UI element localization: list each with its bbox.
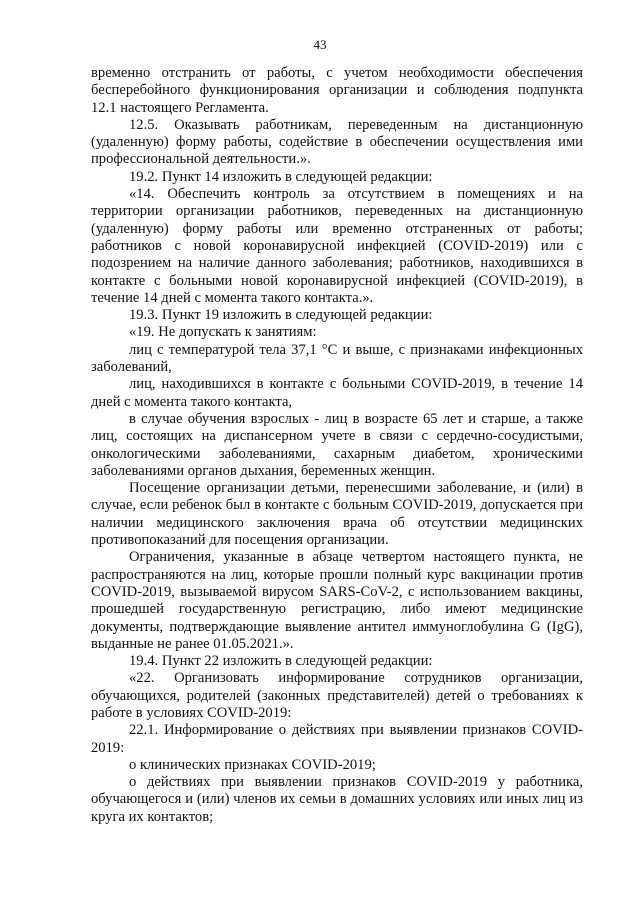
paragraph: «14. Обеспечить контроль за отсутствием в помещениях и на территории организации работников, переведенных на дистанционную (удаленную) форму работы или временно отстраненных от работы; работников с новой коронавирусной инфекцией (COVID-2019) или с подозрением на наличие данного заболевания; работников, находившихся в контакте с больными новой коронавирусной инфекцией (COVID-2019), в течение 14 дней с момента такого контакта.». [91, 186, 583, 306]
paragraph: лиц с температурой тела 37,1 °C и выше, с признаками инфекционных заболеваний, [91, 341, 583, 376]
paragraph: 22.1. Информирование о действиях при выявлении признаков COVID-2019: [91, 722, 583, 756]
page-number: 43 [313, 37, 327, 52]
paragraph: лиц, находившихся в контакте с больными COVID-2019, в течение 14 дней с момента такого контакта, [91, 376, 583, 410]
paragraph: 19.4. Пункт 22 изложить в следующей редакции: [129, 653, 433, 670]
paragraph: в случае обучения взрослых - лиц в возрасте 65 лет и старше, а также лиц, состоящих на диспансерном учете в связи с сердечно-сосудистыми, онкологическими заболеваниями, сахарным диабетом, хроническими заболеваниями органов дыхания, беременных женщин. [91, 410, 583, 479]
paragraph: 19.2. Пункт 14 изложить в следующей редакции: [129, 168, 433, 185]
paragraph: о действиях при выявлении признаков COVID-2019 у работника, обучающегося и (или) членов их семьи в домашних условиях или иных лиц из круга их контактов; [91, 774, 583, 825]
paragraph: 19.3. Пункт 19 изложить в следующей редакции: [129, 307, 433, 324]
paragraph: 12.5. Оказывать работникам, переведенным на дистанционную (удаленную) форму работы, содействие в обеспечении осуществления ими профессиональной деятельности.». [91, 116, 583, 168]
paragraph: Посещение организации детьми, перенесшими заболевание, и (или) в случае, если ребенок был в контакте с больным COVID-2019, допускается при наличии медицинского заключения врача об отсутствии медицинских противопоказаний для посещения организации. [91, 480, 583, 549]
paragraph: «22. Организовать информирование сотрудников организации, обучающихся, родителей (законных представителей) детей о требованиях к работе в условиях COVID-2019: [91, 670, 583, 721]
paragraph: о клинических признаках COVID-2019; [129, 756, 376, 773]
document-body [91, 65, 583, 826]
paragraph: временно отстранить от работы, с учетом необходимости обеспечения бесперебойного функционирования организации и соблюдения подпункта 12.1 настоящего Регламента. [91, 65, 583, 116]
paragraph: «19. Не допускать к занятиям: [129, 324, 317, 341]
paragraph: Ограничения, указанные в абзаце четвертом настоящего пункта, не распространяются на лиц, которые прошли полный курс вакцинации против COVID-2019, вызываемой вирусом SARS-CoV-2, с использованием вакцины, прошедшей государственную регистрацию, либо имеют медицинские документы, подтверждающие выявление антител иммуноглобулина G (IgG), выданные не ранее 01.05.2021.». [91, 549, 583, 652]
